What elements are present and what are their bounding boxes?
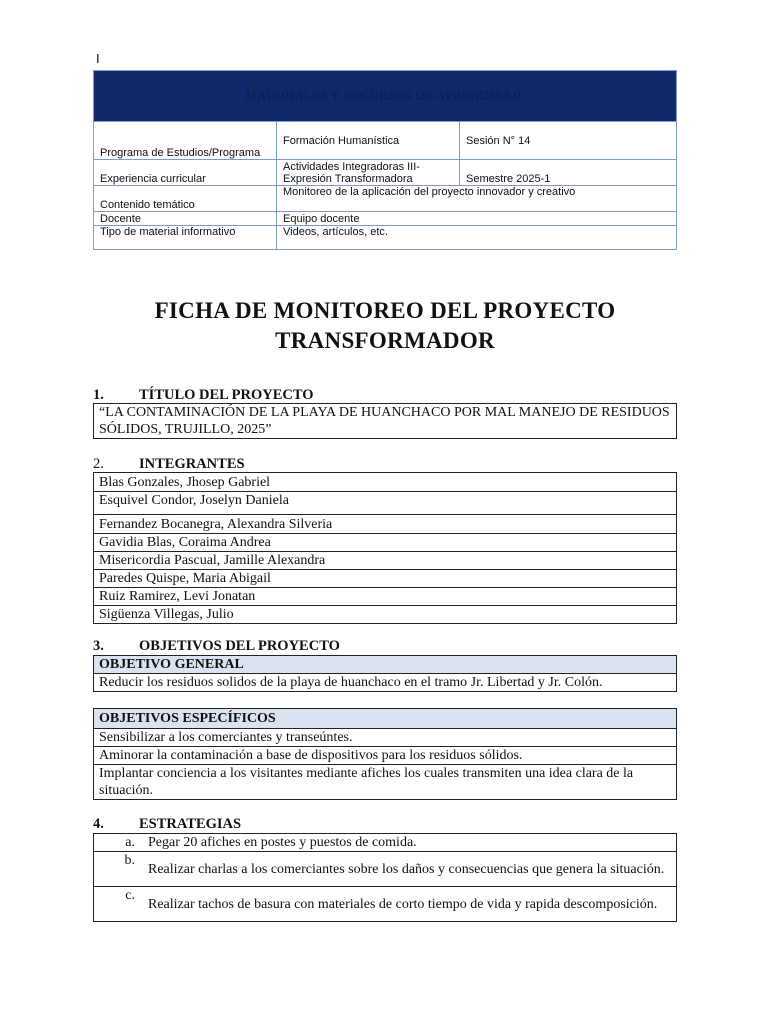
member-row: Paredes Quispe, Maria Abigail	[94, 570, 677, 588]
header-extra: Sesión N° 14	[460, 122, 677, 160]
header-banner	[94, 71, 677, 122]
page-title-line-1: FICHA DE MONITOREO DEL PROYECTO	[154, 298, 616, 323]
specific-objectives-label: OBJETIVOS ESPECÍFICOS	[94, 709, 677, 729]
section-heading-text: INTEGRANTES	[139, 456, 245, 472]
section-heading-text: ESTRATEGIAS	[139, 816, 242, 832]
section-number: 2.	[93, 456, 104, 472]
header-table	[93, 70, 677, 250]
header-label: Experiencia curricular	[94, 160, 277, 186]
member-row: Ruiz Ramirez, Levi Jonatan	[94, 588, 677, 606]
specific-objectives-table	[93, 708, 677, 800]
strategy-marker: b.	[94, 852, 144, 887]
section-heading-strategies	[93, 816, 241, 833]
header-value: Videos, artículos, etc.	[277, 226, 677, 250]
section-number: 3.	[93, 638, 104, 654]
strategies-table	[93, 833, 677, 922]
header-label: Programa de Estudios/Programa	[94, 122, 277, 160]
banner-title: MATERIALES Y RECURSOS DE APRENDIZAJE	[245, 88, 525, 103]
header-label: Contenido temático	[94, 186, 277, 212]
section-heading-text: TÍTULO DEL PROYECTO	[139, 387, 314, 403]
specific-objective: Aminorar la contaminación a base de dispositivos para los residuos sólidos.	[94, 747, 677, 765]
member-row: Esquivel Condor, Joselyn Daniela	[94, 492, 677, 515]
header-value: Actividades Integradoras III- Expresión Transformadora	[277, 160, 460, 186]
header-label: Docente	[94, 212, 277, 226]
specific-objective: Implantar conciencia a los visitantes mediante afiches los cuales transmiten una idea clara de la situación.	[94, 765, 677, 800]
header-extra: Semestre 2025-1	[460, 160, 677, 186]
page-title	[93, 296, 677, 356]
member-row: Blas Gonzales, Jhosep Gabriel	[94, 473, 677, 492]
section-heading-members	[93, 456, 245, 473]
header-value: Formación Humanística	[277, 122, 460, 160]
section-number: 1.	[93, 387, 104, 403]
member-row: Misericordia Pascual, Jamille Alexandra	[94, 552, 677, 570]
section-heading-objectives	[93, 638, 340, 655]
project-title-box	[93, 403, 677, 439]
strategy-text: Realizar charlas a los comerciantes sobre los daños y consecuencias que genera la situación.	[143, 852, 677, 887]
strategy-text: Realizar tachos de basura con materiales de corto tiempo de vida y rapida descomposición.	[143, 887, 677, 922]
general-objective-table	[93, 655, 677, 692]
section-heading-text: OBJETIVOS DEL PROYECTO	[139, 638, 340, 654]
member-row: Gavidia Blas, Coraima Andrea	[94, 534, 677, 552]
strategy-marker: a.	[94, 834, 144, 852]
strategy-marker: c.	[94, 887, 144, 922]
page-title-line-2: TRANSFORMADOR	[275, 328, 495, 353]
section-number: 4.	[93, 816, 104, 832]
general-objective-text: Reducir los residuos solidos de la playa de huanchaco en el tramo Jr. Libertad y Jr. Colón.	[94, 674, 677, 692]
strategy-text: Pegar 20 afiches en postes y puestos de comida.	[143, 834, 677, 852]
header-label: Tipo de material informativo	[94, 226, 277, 250]
specific-objective: Sensibilizar a los comerciantes y transeúntes.	[94, 729, 677, 747]
members-table	[93, 472, 677, 624]
header-value: Monitoreo de la aplicación del proyecto innovador y creativo	[277, 186, 677, 212]
member-row: Fernandez Bocanegra, Alexandra Silveria	[94, 515, 677, 534]
general-objective-label: OBJETIVO GENERAL	[94, 656, 677, 674]
member-row: Sigüenza Villegas, Julio	[94, 606, 677, 624]
section-heading-title	[93, 387, 314, 404]
header-value: Equipo docente	[277, 212, 677, 226]
project-title: “LA CONTAMINACIÓN DE LA PLAYA DE HUANCHACO POR MAL MANEJO DE RESIDUOS SÓLIDOS, TRUJILLO, 2025”	[94, 404, 677, 439]
text-cursor-mark: I	[96, 51, 100, 66]
